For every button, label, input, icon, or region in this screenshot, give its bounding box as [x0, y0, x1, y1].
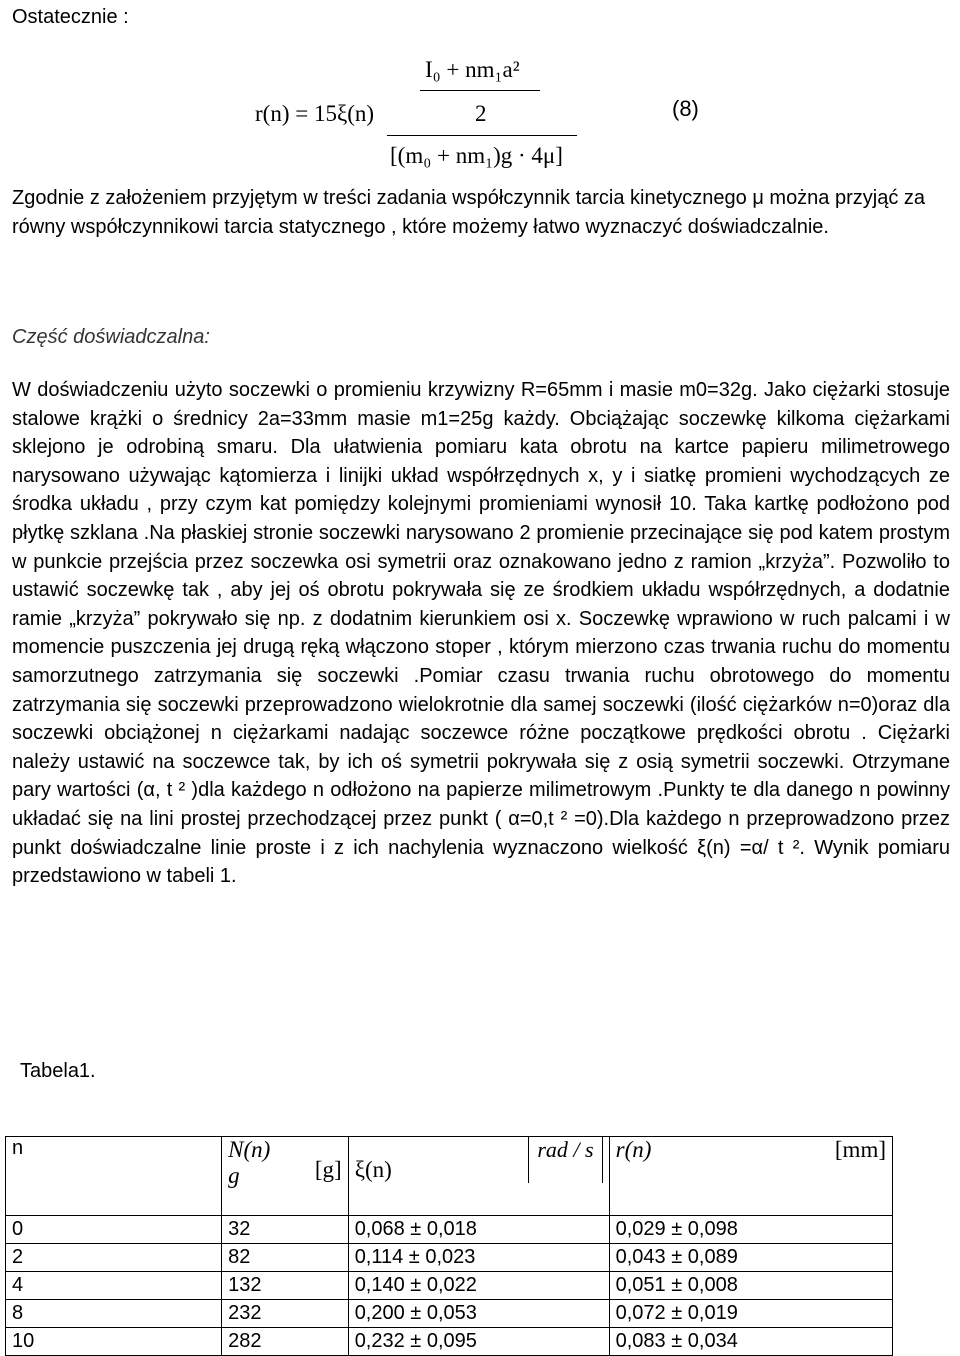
cell-r: 0,051 ± 0,008	[609, 1272, 892, 1300]
intro-paragraph: Zgodnie z założeniem przyjętym w treści zadania współczynnik tarcia kinetycznego μ można przyjąć za równy współczynnikowi tarcia statycznego , które możemy łatwo wyznaczyć doświadczalnie.	[12, 187, 926, 238]
body-text: W doświadczeniu użyto soczewki o promieniu krzywizny R=65mm i masie m0=32g. Jako ciężarki stosuje stalowe krążki o średnicy 2a=33mm masie m1=25g każdy. Obciążając soczewkę kilkoma ciężarkami sklejono je odrobiną smaru. Dla ułatwienia pomiaru kata obrotu na kartce papieru milimetrowego narysowano używając kątomierza i linijki układ współrzędnych x, y i siatkę promieni wychodzących ze środka układu , przy czym kat pomiędzy kolejnymi promieniami wynosił 10. Taka kartkę podłożono pod płytkę szklana .Na płaskiej stronie soczewki narysowano 2 promienie przecinające się pod katem prostym w punkcie przejścia przez soczewka osi symetrii oraz oznakowano jedno z ramion „krzyża”. Pozwoliło to ustawić soczewkę tak , aby jej oś obrotu pokrywała się ze środkiem układu współrzędnych, a dodatnie ramie „krzyża” pokrywało się np. z dodatnim kierunkiem osi x. Soczewkę wprawiono w ruch palcami i w momencie puszczenia jej drugą ręką włączono stoper , którym mierzono czas trwania ruchu do momentu samorzutnego zatrzymania się soczewki .Pomiar czasu trwania ruchu obrotowego do momentu zatrzymania się soczewki przeprowadzono wielokrotnie dla samej soczewki (ilość ciężarków n=0)oraz dla soczewki obciążonej n ciężarkami nadając soczewce różne początkowe prędkości obrotu . Ciężarki należy ustawić na soczewce tak, by ich oś symetrii pokrywała się z osią symetrii soczewki. Otrzymane pary wartości (α, t ² )dla każdego n odłożono na papierze milimetrowym .Punkty te dla danego n powinny układać się na lini prostej przechodzącej przez punkt ( α=0,t ² =0).Dla każdego n przeprowadzono przez punkt doświadczalne linie proste i z ich nachylenia wyznaczono wielkość ξ(n) =α/ t ². Wynik pomiaru przedstawiono w tabeli 1.	[12, 379, 950, 888]
header-xi	[348, 1137, 609, 1216]
header-g-label: g	[228, 1163, 240, 1188]
cell-n: 4	[6, 1272, 222, 1300]
cell-N: 282	[222, 1328, 349, 1356]
cell-n: 0	[6, 1216, 222, 1244]
table-row	[6, 1328, 893, 1356]
cell-r: 0,029 ± 0,098	[609, 1216, 892, 1244]
header-N-label: N(n)	[228, 1137, 271, 1162]
table-row	[6, 1300, 893, 1328]
cell-xi: 0,068 ± 0,018	[348, 1216, 609, 1244]
cell-r: 0,072 ± 0,019	[609, 1300, 892, 1328]
formula-8	[255, 55, 595, 168]
cell-N: 32	[222, 1216, 349, 1244]
header-r-unit: [mm]	[834, 1137, 886, 1162]
header-n-label: n	[12, 1137, 24, 1159]
fraction-bar	[420, 90, 540, 91]
cell-xi: 0,140 ± 0,022	[348, 1272, 609, 1300]
header-n	[6, 1137, 222, 1216]
header-N-unit: [g]	[314, 1157, 342, 1182]
cell-n: 8	[6, 1300, 222, 1328]
header-xi-unit: rad / s	[528, 1137, 602, 1183]
cell-xi: 0,232 ± 0,095	[348, 1328, 609, 1356]
cell-n: 2	[6, 1244, 222, 1272]
page-heading: Ostatecznie :	[12, 6, 129, 28]
cell-r: 0,043 ± 0,089	[609, 1244, 892, 1272]
cell-N: 232	[222, 1300, 349, 1328]
header-N	[222, 1137, 349, 1216]
cell-N: 82	[222, 1244, 349, 1272]
header-r	[609, 1137, 892, 1216]
table-row	[6, 1272, 893, 1300]
table-row	[6, 1216, 893, 1244]
table-row	[6, 1244, 893, 1272]
equation-number: (8)	[672, 96, 699, 121]
fraction-bar	[387, 135, 577, 136]
table-title: Tabela1.	[20, 1060, 96, 1082]
formula-mid: 2	[475, 101, 487, 126]
cell-n: 10	[6, 1328, 222, 1356]
cell-xi: 0,200 ± 0,053	[348, 1300, 609, 1328]
cell-r: 0,083 ± 0,034	[609, 1328, 892, 1356]
formula-numerator: I₀ + nm₁a²	[425, 57, 520, 82]
formula-denominator: [(m₀ + nm₁)g · 4μ]	[390, 143, 563, 168]
header-r-label: r(n)	[615, 1137, 652, 1162]
cell-N: 132	[222, 1272, 349, 1300]
section-title: Część doświadczalna:	[12, 326, 210, 348]
results-table	[5, 1136, 893, 1356]
body-paragraph	[12, 376, 950, 891]
table-header-row	[6, 1137, 893, 1216]
formula-lhs: r(n) = 15ξ(n)	[255, 101, 375, 126]
cell-xi: 0,114 ± 0,023	[348, 1244, 609, 1272]
header-xi-label: ξ(n)	[354, 1157, 392, 1182]
